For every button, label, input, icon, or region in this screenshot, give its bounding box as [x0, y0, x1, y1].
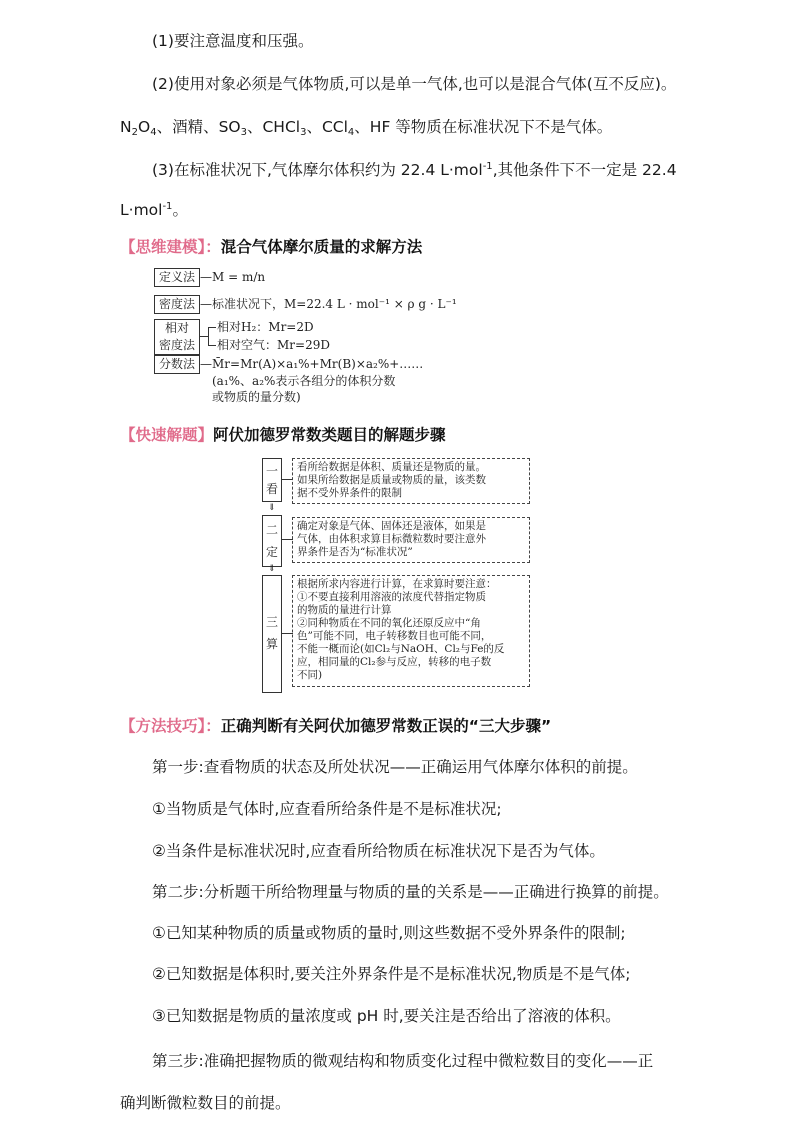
section-heading-quick-solve: 【快速解题】阿伏加德罗常数类题目的解题步骤 — [120, 426, 446, 444]
method-formula-definition: —M = m/n — [200, 270, 266, 284]
paragraph-2: (2)使用对象必须是气体物质,可以是单一气体,也可以是混合气体(互不反应)。 — [152, 75, 677, 93]
down-arrow-icon: ⇓ — [268, 503, 276, 513]
relative-h2-formula: 相对H₂：Mr=2D — [217, 320, 314, 334]
step-2-point-b: ②已知数据是体积时,要关注外界条件是不是标准状况,物质是不是气体; — [152, 965, 631, 983]
paragraph-1: (1)要注意温度和压强。 — [152, 32, 314, 50]
step-2-point-a: ①已知某种物质的质量或物质的量时,则这些数据不受外界条件的限制; — [152, 924, 626, 942]
paragraph-5: L·mol$^{-1}$。 — [120, 201, 188, 219]
step-3-text-line-1: 第三步:准确把握物质的微观结构和物质变化过程中微粒数目的变化——正 — [152, 1052, 654, 1070]
method-formula-fraction: —M̄r=Mr(A)×a₁%+Mr(B)×a₂%+…… — [200, 357, 424, 371]
step-determine-content: 确定对象是气体、固体还是液体，如果是 气体，由体积求算目标微粒数时要注意外 界条件是否为“标准状况” — [292, 517, 530, 563]
bracket-bottom — [208, 345, 216, 346]
step-1-point-a: ①当物质是气体时,应查看所给条件是不是标准状况; — [152, 800, 502, 818]
step-1-point-b: ②当条件是标准状况时,应查看所给物质在标准状况下是否为气体。 — [152, 842, 605, 860]
bracket-vertical — [208, 327, 209, 345]
step-calculate-content: 根据所求内容进行计算，在求算时要注意： ①不要直接利用溶液的浓度代替指定物质 的物质的量进行计算 ②同种物质在不同的氧化还原反应中“角 色”可能不同，电子转移数目也可能不同， 不能一概而论(如Cl₂与NaOH、Cl₂与Fe的反 应，相同量的Cl₂参与反应，转移的电子数 不同) — [292, 575, 530, 687]
fraction-note-1: (a₁%、a₂%表示各组分的体积分数 — [212, 374, 396, 388]
method-box-fraction: 分数法 — [154, 355, 200, 374]
step-calculate-box: 三 算 — [262, 575, 282, 693]
method-box-relative-density — [154, 319, 200, 355]
down-arrow-icon: ⇓ — [268, 564, 276, 574]
paragraph-4: (3)在标准状况下,气体摩尔体积约为 22.4 L·mol$^{-1}$,其他条件下不一定是 22.4 — [152, 161, 677, 179]
molar-mass-methods-diagram — [150, 266, 460, 406]
section-heading-method-tips: 【方法技巧】：正确判断有关阿伏加德罗常数正误的“三大步骤” — [120, 717, 552, 735]
step-3-text-line-2: 确判断微粒数目的前提。 — [120, 1094, 291, 1112]
relative-density-label-1: 相对 — [164, 321, 189, 335]
paragraph-3: $N_2O_4$、酒精、$SO_3$、CHCl$_3$、CCl$_4$、HF 等物质在标准状况下不是气体。 — [120, 118, 613, 138]
step-2-text: 第二步:分析题干所给物理量与物质的量的关系是——正确进行换算的前提。 — [152, 883, 669, 901]
relative-density-label-2: 密度法 — [158, 338, 195, 352]
relative-air-formula: 相对空气：Mr=29D — [217, 338, 330, 352]
step-2-point-c: ③已知数据是物质的量浓度或 pH 时,要关注是否给出了溶液的体积。 — [152, 1007, 621, 1025]
fraction-note-2: 或物质的量分数) — [212, 390, 301, 404]
step-look-content: 看所给数据是体积、质量还是物质的量。 如果所给数据是质量或物质的量，该类数 据不受外界条件的限制 — [292, 458, 530, 504]
step-determine-box: 二 定 — [262, 515, 282, 567]
bracket-top — [208, 327, 216, 328]
step-1-text: 第一步:查看物质的状态及所处状况——正确运用气体摩尔体积的前提。 — [152, 758, 638, 776]
bracket-stem — [200, 336, 208, 337]
method-box-density: 密度法 — [154, 295, 200, 314]
method-box-definition: 定义法 — [154, 268, 200, 287]
section-heading-modeling: 【思维建模】：混合气体摩尔质量的求解方法 — [120, 238, 423, 256]
step-look-box: 一 看 — [262, 458, 282, 502]
method-formula-density: —标准状况下，M=22.4 L · mol⁻¹ × ρ g · L⁻¹ — [200, 297, 457, 311]
avogadro-steps-diagram — [262, 455, 534, 695]
